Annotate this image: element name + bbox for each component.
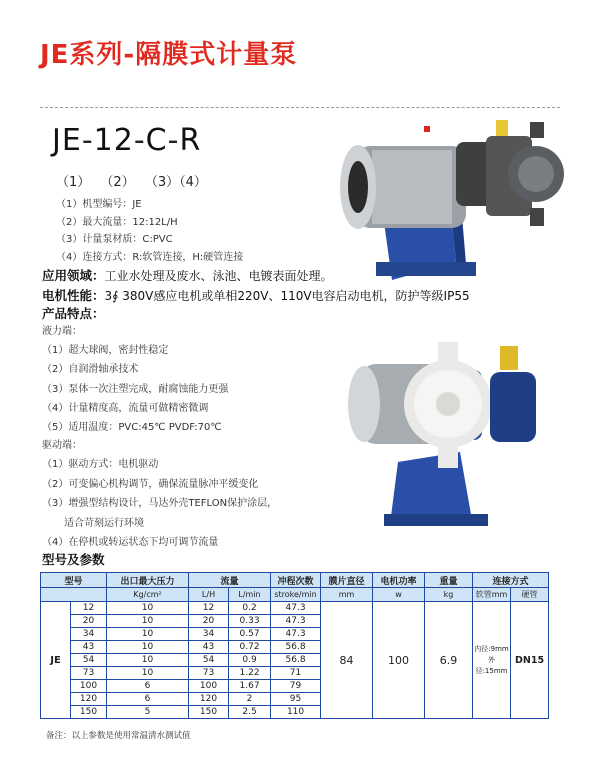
table-cell: 43 <box>71 641 107 654</box>
table-cell: 150 <box>189 706 229 719</box>
dashed-divider <box>40 107 560 108</box>
diaphragm-cell: 84 <box>321 602 373 719</box>
spec-item: （3）计量泵材质：C:PVC <box>56 234 173 245</box>
model-separator: - <box>167 123 180 158</box>
unit-cell: mm <box>321 588 373 602</box>
col-header-model: 型号 <box>41 573 107 588</box>
unit-cell <box>41 588 107 602</box>
table-cell: 71 <box>271 667 321 680</box>
hydraulic-item: （4）计量精度高，流量可做精密微调 <box>42 402 209 414</box>
table-cell: 6 <box>107 693 189 706</box>
table-cell: 120 <box>189 693 229 706</box>
model-index: （4） <box>179 175 207 190</box>
pump-image-top <box>336 112 576 287</box>
model-index: （1） <box>56 175 91 190</box>
drive-item: （4）在停机或转运状态下均可调节流量 <box>42 537 219 549</box>
motor-line <box>42 286 470 304</box>
table-cell: 1.22 <box>229 667 271 680</box>
hydraulic-title: 液力端： <box>42 326 82 337</box>
table-cell: 56.8 <box>271 654 321 667</box>
model-index-row <box>56 171 207 190</box>
application-line <box>42 266 333 284</box>
table-cell: 0.2 <box>229 602 271 615</box>
model-separator: - <box>133 123 146 158</box>
hard-pipe-cell: DN15 <box>511 602 549 719</box>
col-header-pressure: 出口最大压力 <box>107 573 189 588</box>
col-header-flow: 流量 <box>189 573 271 588</box>
unit-cell: kg <box>425 588 473 602</box>
model-index: （2） <box>100 175 135 190</box>
table-cell: 150 <box>71 706 107 719</box>
table-cell: 0.72 <box>229 641 271 654</box>
table-cell: 12 <box>71 602 107 615</box>
power-cell: 100 <box>373 602 425 719</box>
drive-title: 驱动端： <box>42 440 82 451</box>
application-label: 应用领域： <box>42 268 105 283</box>
table-cell: 0.9 <box>229 654 271 667</box>
table-cell: 0.57 <box>229 628 271 641</box>
features-title: 产品特点： <box>42 306 105 321</box>
table-cell: 120 <box>71 693 107 706</box>
table-cell: 20 <box>71 615 107 628</box>
table-cell: 56.8 <box>271 641 321 654</box>
hose-outer: 外径:15mm <box>475 655 508 675</box>
table-cell: 95 <box>271 693 321 706</box>
col-header-stroke: 冲程次数 <box>271 573 321 588</box>
col-header-diaphragm: 膜片直径 <box>321 573 373 588</box>
table-cell: 79 <box>271 680 321 693</box>
model-index: （3） <box>144 175 180 190</box>
table-cell: 73 <box>71 667 107 680</box>
table-cell: 6 <box>107 680 189 693</box>
table-cell: 47.3 <box>271 628 321 641</box>
model-part-series: JE <box>52 123 82 158</box>
table-cell: 54 <box>71 654 107 667</box>
table-cell: 54 <box>189 654 229 667</box>
table-cell: 20 <box>189 615 229 628</box>
model-part-material: C <box>145 123 168 158</box>
drive-item: 适合苛刻运行环境 <box>64 517 144 529</box>
motor-label: 电机性能： <box>42 288 105 303</box>
spec-table <box>40 572 549 719</box>
table-cell: 2 <box>229 693 271 706</box>
spec-item: （1）机型编号：JE <box>56 199 142 210</box>
col-header-power: 电机功率 <box>373 573 425 588</box>
table-cell: 73 <box>189 667 229 680</box>
pump-image-bottom <box>340 342 550 532</box>
model-part-flow: 12 <box>93 123 134 158</box>
table-cell: 0.33 <box>229 615 271 628</box>
table-cell: 47.3 <box>271 615 321 628</box>
table-cell: 10 <box>107 667 189 680</box>
model-spec-list <box>56 196 243 266</box>
unit-cell: w <box>373 588 425 602</box>
unit-cell: 硬管 <box>511 588 549 602</box>
table-cell: 34 <box>189 628 229 641</box>
series-cell: JE <box>41 602 71 719</box>
drive-item: （3）增强型结构设计，马达外壳TEFLON保护涂层， <box>42 498 278 510</box>
table-cell: 100 <box>71 680 107 693</box>
weight-cell: 6.9 <box>425 602 473 719</box>
table-cell: 12 <box>189 602 229 615</box>
hydraulic-item: （2）自润滑轴承技术 <box>42 364 139 376</box>
unit-cell: Kg/cm² <box>107 588 189 602</box>
hydraulic-section <box>42 322 228 437</box>
col-header-connection: 连接方式 <box>473 573 549 588</box>
drive-section <box>42 436 277 552</box>
model-part-connection: R <box>179 123 202 158</box>
hose-inner: 内径:9mm <box>474 644 509 653</box>
table-cell: 1.67 <box>229 680 271 693</box>
table-cell: 43 <box>189 641 229 654</box>
table-cell: 2.5 <box>229 706 271 719</box>
table-cell: 10 <box>107 615 189 628</box>
drive-item: （1）驱动方式：电机驱动 <box>42 459 159 471</box>
table-row <box>41 602 549 615</box>
spec-item: （4）连接方式：R:软管连接，H:硬管连接 <box>56 251 244 263</box>
table-cell: 10 <box>107 602 189 615</box>
hydraulic-item: （3）泵体一次注塑完成，耐腐蚀能力更强 <box>42 383 229 395</box>
table-cell: 47.3 <box>271 602 321 615</box>
hose-cell <box>473 602 511 719</box>
model-code <box>52 123 201 158</box>
unit-cell: stroke/min <box>271 588 321 602</box>
table-cell: 100 <box>189 680 229 693</box>
hydraulic-item: （1）超大球阀，密封性稳定 <box>42 345 169 357</box>
table-cell: 10 <box>107 641 189 654</box>
page-title: JE系列-隔膜式计量泵 <box>40 40 298 70</box>
unit-cell: L/H <box>189 588 229 602</box>
motor-text: 3∮ 380V感应电机或单相220V、110V电容启动电机，防护等级IP55 <box>104 289 470 303</box>
table-title: 型号及参数 <box>42 552 105 567</box>
unit-cell: L/min <box>229 588 271 602</box>
model-separator: - <box>81 123 94 158</box>
spec-item: （2）最大流量：12:12L/H <box>56 216 178 228</box>
table-cell: 10 <box>107 654 189 667</box>
table-note: 备注：以上参数是使用常温清水测试值 <box>46 731 191 741</box>
table-cell: 10 <box>107 628 189 641</box>
table-cell: 110 <box>271 706 321 719</box>
col-header-weight: 重量 <box>425 573 473 588</box>
table-cell: 34 <box>71 628 107 641</box>
hydraulic-item: （5）适用温度：PVC:45℃ PVDF:70℃ <box>42 422 222 434</box>
application-text: 工业水处理及废水、泳池、电镀表面处理。 <box>104 269 333 283</box>
table-cell: 5 <box>107 706 189 719</box>
table-header-row <box>41 573 549 588</box>
table-unit-row <box>41 588 549 602</box>
drive-item: （2）可变偏心机构调节，确保流量脉冲平缓变化 <box>42 478 259 490</box>
unit-cell: 软管mm <box>473 588 511 602</box>
